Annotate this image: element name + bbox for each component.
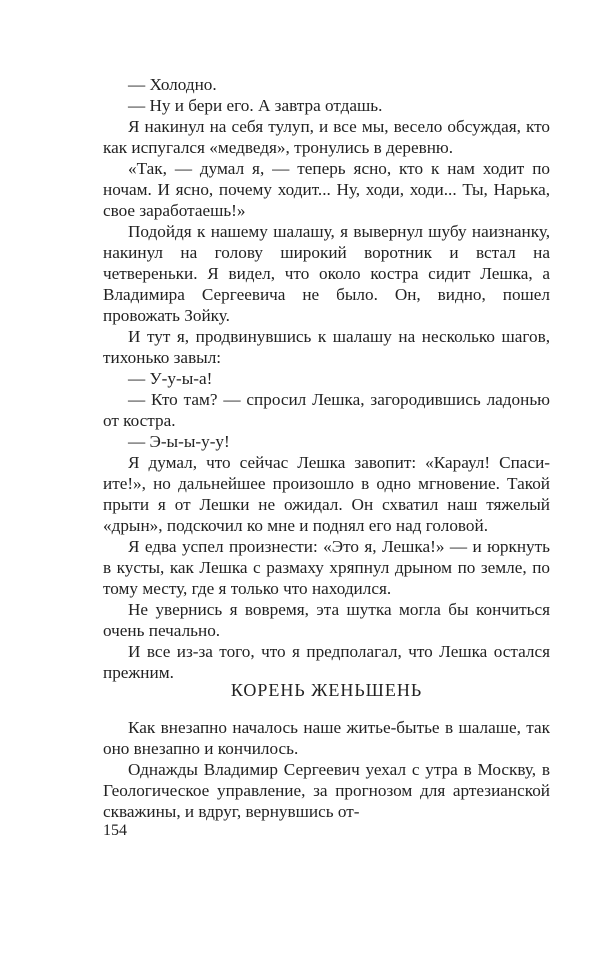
paragraph: Я едва успел произнести: «Это я, Лешка!» — и юркнуть в кусты, как Лешка с размаху хряпнул дрыном по земле, по тому месту, где я только что находился.	[103, 537, 550, 598]
paragraph: — Ну и бери его. А завтра отдашь.	[128, 96, 383, 115]
story-text	[103, 74, 550, 683]
paragraph: Подойдя к нашему шалашу, я вывернул шубу наизнанку, накинул на голову широкий воротник и встал на четвереньки. Я видел, что около костра сидит Лешка, а Владимира Сергеевича не было. Он, видно, пошел провожать Зойку.	[103, 222, 550, 325]
paragraph: Однажды Владимир Сергеевич уехал с утра в Москву, в Геологическое управление, за прогнозом для артезианской скважины, и вдруг, вернувшись от-	[103, 760, 550, 821]
paragraph: Как внезапно началось наше житье-бытье в шалаше, так оно внезапно и кончилось.	[103, 718, 550, 758]
chapter-text	[103, 717, 550, 822]
paragraph: — Кто там? — спросил Лешка, загородившись ладонью от костра.	[103, 390, 550, 430]
paragraph: Я думал, что сейчас Лешка завопит: «Караул! Спаси-ите!», но дальнейшее произошло в одно мгновение. Такой прыти я от Лешки не ожидал. Он схватил наш тяжелый «дрын», подскочил ко мне и поднял его над головой.	[103, 453, 550, 535]
paragraph: «Так, — думал я, — теперь ясно, кто к нам ходит по ночам. И ясно, почему ходит... Ну, ходи, ходи... Ты, Нарька, свое заработаешь!»	[103, 159, 550, 220]
chapter-title: КОРЕНЬ ЖЕНЬШЕНЬ	[230, 680, 423, 700]
paragraph: И все из-за того, что я предполагал, что Лешка остался прежним.	[103, 642, 550, 682]
paragraph: — У-у-ы-а!	[128, 369, 213, 388]
paragraph: Не увернись я вовремя, эта шутка могла бы кончиться очень печально.	[103, 600, 550, 640]
paragraph: — Холодно.	[128, 75, 217, 94]
page-number: 154	[103, 822, 127, 839]
paragraph: Я накинул на себя тулуп, и все мы, весело обсуждая, кто как испугался «медведя», тронулись в деревню.	[103, 117, 550, 157]
paragraph: И тут я, продвинувшись к шалашу на несколько шагов, тихонько завыл:	[103, 327, 550, 367]
paragraph: — Э-ы-ы-у-у!	[128, 432, 230, 451]
